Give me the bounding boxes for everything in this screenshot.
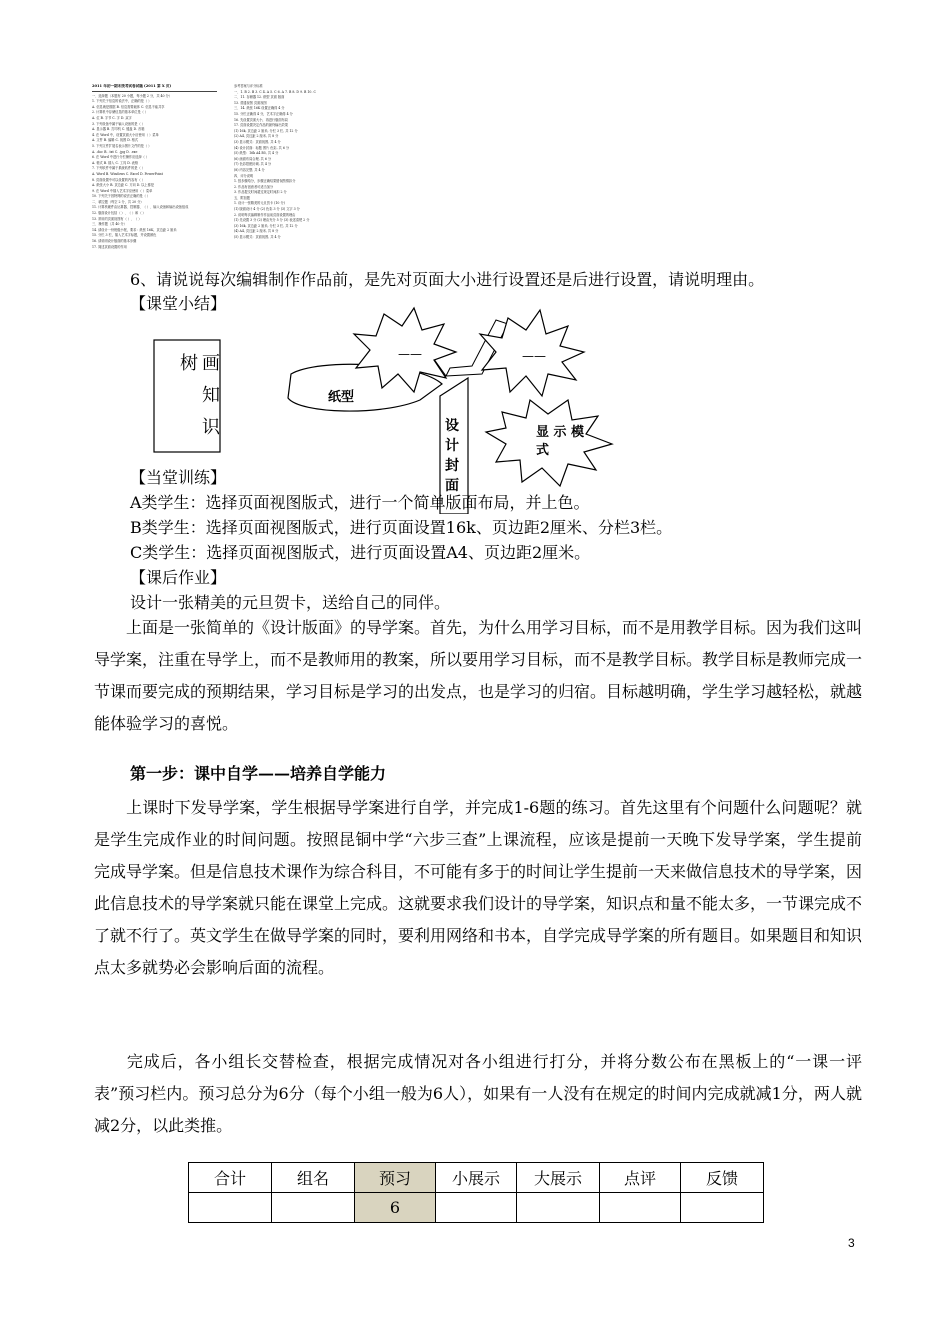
- thumbnail-left-line: A. 位 B. 字节 C. 字 D. 双字: [92, 115, 132, 120]
- thumbnail-right-line: (8) 内容完整, 共 4 分: [234, 167, 265, 172]
- thumbnail-left-line: 1. 下列关于信息的说法中，正确的是（ ）: [92, 99, 152, 104]
- thumbnail-left-line: 8. 页面设置中可以设置的内容有（ ）: [92, 177, 145, 182]
- box-char-4: 识: [202, 417, 220, 438]
- box-char-2: 画: [202, 353, 220, 374]
- thumbnail-left-line: 17. 简述页面设置的作用: [92, 244, 127, 249]
- thumbnail-left-line: 4. 在 Word 中，设置页面大小应使用（ ）菜单: [92, 132, 159, 137]
- thumbnail-left-line: A. 信息就是数据 B. 信息需要载体 C. 信息不能共享: [92, 104, 165, 109]
- thumbnail-left-line: 9. 在 Word 中插入艺术字应使用（ ）菜单: [92, 188, 153, 193]
- thumbnail-left-line: 13. 常用的页面视图有（ ）、（ ）: [92, 216, 142, 221]
- thumbnail-left-line: A. 文件 B. 编辑 C. 视图 D. 格式: [92, 138, 139, 143]
- thumbnail-left-line: 16. 请说明设计版面的基本步骤: [92, 239, 137, 244]
- page-number: 3: [848, 1236, 855, 1250]
- paragraph-scoring-text: 完成后，各小组长交替检查，根据完成情况对各小组进行打分，并将分数公布在黑板上的“一课一评表”预习栏内。预习总分为6分（每个小组一般为6人），如果有一人没有在规定的时间内完成就减1分，两人就减2分，以此类推。: [94, 1052, 862, 1135]
- thumbnail-right-line: (4) 设计封面：标题 图片 色彩, 共 6 分: [234, 145, 290, 150]
- thumbnail-right-line: (1) 16k, 页边距 2 厘米, 分栏 3 栏, 共 12 分: [234, 128, 298, 133]
- trunk-char-1: 设: [445, 418, 459, 434]
- thumbnail-left-line: 11. 计算机硬件由运算器、控制器、（ ）、输入设备和输出设备组成: [92, 205, 189, 210]
- thumbnail-right-line: 16. 先设置页面大小，再进行版面布局: [234, 117, 288, 122]
- header-preview: 预习: [355, 1163, 436, 1193]
- trunk-char-2: 计: [445, 438, 459, 454]
- thumbnail-right-line: 2. 作品有创意者可适当加分: [234, 184, 274, 189]
- cell-group: [272, 1193, 355, 1223]
- thumbnail-right-line: (1) 版面设计 4 分 (2) 色彩 3 分 (3) 文字 3 分: [234, 207, 300, 212]
- burst-display-mode-label-2: 式: [536, 443, 550, 458]
- thumbnail-left-line: 3. 下列设备中属于输入设备的是（ ）: [92, 121, 145, 126]
- thumbnail-left-line: 6. 在 Word 中进行分栏操作应选择（ ）: [92, 155, 150, 160]
- cell-feedback: [681, 1193, 764, 1223]
- header-total: 合计: [189, 1163, 272, 1193]
- thumbnail-right-line: (4) A4, 页边距 2 厘米, 共 8 分: [234, 229, 279, 234]
- thumbnail-left-line: A. 格式 B. 插入 C. 工具 D. 表格: [92, 160, 139, 165]
- thumbnail-right-line: 三、14. 纸张 16K 设置正确得 4 分: [234, 106, 285, 111]
- cell-small-show: [436, 1193, 517, 1223]
- thumbnail-left-line: A. Word B. Windows C. Excel D. PowerPoint: [92, 171, 163, 176]
- training-b: B类学生：选择页面视图版式，进行页面设置16k、页边距2厘米、分栏3栏。: [130, 518, 673, 537]
- burst-top-right-label: ——: [522, 349, 546, 363]
- thumbnail-right-line: 二、11. 存储器 12. 纸型 页面 版面: [234, 95, 285, 100]
- trunk-char-4: 面: [445, 478, 459, 494]
- header-feedback: 反馈: [681, 1163, 764, 1193]
- paragraph-scoring: [94, 1046, 862, 1142]
- cell-comment: [600, 1193, 681, 1223]
- thumbnail-right-line: (5) 纸型：16k A4 B5, 共 4 分: [234, 151, 279, 156]
- training-a: A类学生：选择页面视图版式，进行一个简单版面布局，并上色。: [130, 493, 590, 512]
- paragraph-learning-goals-text: 上面是一张简单的《设计版面》的导学案。首先，为什么用学习目标，而不是用教学目标。因为我们这叫导学案，注重在导学上，而不是教师用的教案，所以要用学习目标，而不是教学目标。教学目标是教师完成一节课而要完成的预期结果，学习目标是学习的出发点，也是学习的归宿。目标越明确，学生学习越轻松，就越能体验学习的喜悦。: [94, 618, 863, 733]
- thumbnail-left-line: A. 纸张大小 B. 页边距 C. 方向 D. 以上都是: [92, 183, 154, 188]
- cell-total: [189, 1193, 272, 1223]
- paragraph-self-study-text: 上课时下发导学案，学生根据导学案进行自学，并完成1-6题的练习。首先这里有个问题什么问题呢？就是学生完成作业的时间问题。按照昆铜中学“六步三查”上课流程，应该是提前一天晚下发导学案，学生提前完成导学案。但是信息技术课作为综合科目，不可能有多于的时间让学生提前一天来做信息技术的导学案，因此信息技术的导学案就只能在课堂上完成。这就要求我们设计的导学案，知识点和量不能太多，一节课完成不了就不行了。英文学生在做导学案的同时，要利用网络和书本，自学完成导学案的所有题目。如果题目和知识点太多就势必会影响后面的流程。: [94, 798, 863, 977]
- score-table-header-row: [189, 1163, 764, 1193]
- trunk-char-3: 封: [445, 458, 459, 474]
- thumbnail-right-line: 四、评分说明: [234, 173, 254, 178]
- thumbnail-left-line: A. .doc B. .txt C. .jpg D. .exe: [92, 149, 138, 154]
- thumbnail-left-line: 10. 下列关于因特网的说法正确的是（ ）: [92, 194, 151, 199]
- thumbnail-right-line: (1) 先设置 3 分 (2) 理由充分 5 分 (3) 表述清楚 2 分: [234, 218, 310, 223]
- summary-heading: 【课堂小结】: [130, 294, 227, 313]
- paragraph-learning-goals: [94, 612, 862, 740]
- thumbnail-right-line: 1. 按步骤给分，步骤正确结果错误酌情扣分: [234, 179, 296, 184]
- thumbnail-left-line: 2. 计算机中存储信息的基本单位是（ ）: [92, 110, 149, 115]
- thumbnail-right-line: (5) 显示模式：页面视图, 共 4 分: [234, 235, 281, 240]
- burst-paper-type-label: 纸型: [328, 390, 355, 405]
- score-table: [188, 1162, 764, 1223]
- thumbnail-right-line: 2. 说明每次编辑制作作品前页面设置的理由: [234, 212, 296, 217]
- header-big-show: 大展示: [517, 1163, 600, 1193]
- thumbnail-left-line: 14. 请设计一份班级小报，要求：纸张 16K，页边距 2 厘米: [92, 227, 177, 232]
- question-6: 6、请说说每次编辑制作作品前，是先对页面大小进行设置还是后进行设置，请说明理由。: [130, 270, 765, 289]
- exam-paper-thumbnail-left: [92, 84, 217, 252]
- thumbnail-right-line: 五、附加题: [234, 195, 250, 200]
- cell-preview: 6: [355, 1193, 436, 1223]
- thumbnail-left-line: 二、填空题（每空 2 分，共 20 分）: [92, 199, 144, 204]
- box-char-3: 知: [202, 385, 220, 406]
- homework-heading: 【课后作业】: [130, 568, 227, 587]
- thumbnail-rule: [92, 91, 217, 92]
- header-group: 组名: [272, 1163, 355, 1193]
- thumbnail-right-line: 一、1. B 2. B 3. C 4. A 5. C 6. A 7. B 8. D 9. B 10. C: [234, 89, 316, 94]
- thumbnail-right-line: 13. 普通视图 页面视图: [234, 100, 267, 105]
- thumbnail-left-line: 7. 下列软件中属于系统软件的是（ ）: [92, 166, 145, 171]
- thumbnail-right-line: 3. 作品提交时间超过规定时间扣 2 分: [234, 190, 287, 195]
- cell-big-show: [517, 1193, 600, 1223]
- exam-paper-thumbnail-right: [234, 84, 404, 252]
- header-comment: 点评: [600, 1163, 681, 1193]
- training-c: C类学生：选择页面视图版式，进行页面设置A4、页边距2厘米。: [130, 543, 591, 562]
- thumbnail-right-line: 17. 页面设置决定作品的最终输出效果: [234, 123, 288, 128]
- thumbnail-left-line: A. 显示器 B. 打印机 C. 键盘 D. 音箱: [92, 127, 145, 132]
- training-heading: 【当堂训练】: [130, 468, 227, 487]
- thumbnail-right-line: (3) 16k, 页边距 2 厘米, 分栏 3 栏, 共 12 分: [234, 223, 298, 228]
- thumbnail-title: 2011 年初一期末统考试卷试题 (2011 第 X 页): [92, 84, 172, 88]
- thumbnail-right-line: 参考答案与评分标准: [234, 84, 263, 88]
- thumbnail-left-line: 12. 版面设计包括（ ）、（ ）和（ ）: [92, 211, 146, 216]
- burst-top-left-label: ——: [398, 347, 422, 361]
- thumbnail-right-line: (6) 画面布局合理, 共 6 分: [234, 156, 272, 161]
- thumbnail-right-line: 15. 分栏正确得 4 分，艺术字正确得 4 分: [234, 111, 293, 116]
- thumbnail-right-line: 1. 设计一张精美的元旦贺卡 (10 分): [234, 201, 285, 206]
- step1-heading: 第一步：课中自学——培养自学能力: [130, 764, 387, 783]
- thumbnail-left-line: 三、操作题（共 40 分）: [92, 222, 127, 227]
- thumbnail-right-line: (7) 色彩搭配协调, 共 4 分: [234, 162, 272, 167]
- thumbnail-left-line: 15. 分栏 3 栏，插入艺术字标题，并设置颜色: [92, 233, 157, 238]
- thumbnail-right-line: (3) 显示模式：页面视图, 共 4 分: [234, 139, 281, 144]
- box-char-1: 树: [180, 353, 198, 374]
- exam-thumbnails: [92, 84, 862, 254]
- thumbnail-left-line: 5. 下列文件扩展名表示图片文件的是（ ）: [92, 143, 152, 148]
- score-table-row: [189, 1193, 764, 1223]
- thumbnail-left-line: 一、选择题（本题有 20 小题，每小题 2 分，共 40 分）: [92, 93, 172, 98]
- burst-display-mode-label: 显 示 模: [536, 425, 585, 440]
- paragraph-self-study: [94, 792, 862, 984]
- thumbnail-right-line: (2) A4, 页边距 2 厘米, 共 8 分: [234, 134, 279, 139]
- homework-text: 设计一张精美的元旦贺卡，送给自己的同伴。: [130, 593, 451, 612]
- header-small-show: 小展示: [436, 1163, 517, 1193]
